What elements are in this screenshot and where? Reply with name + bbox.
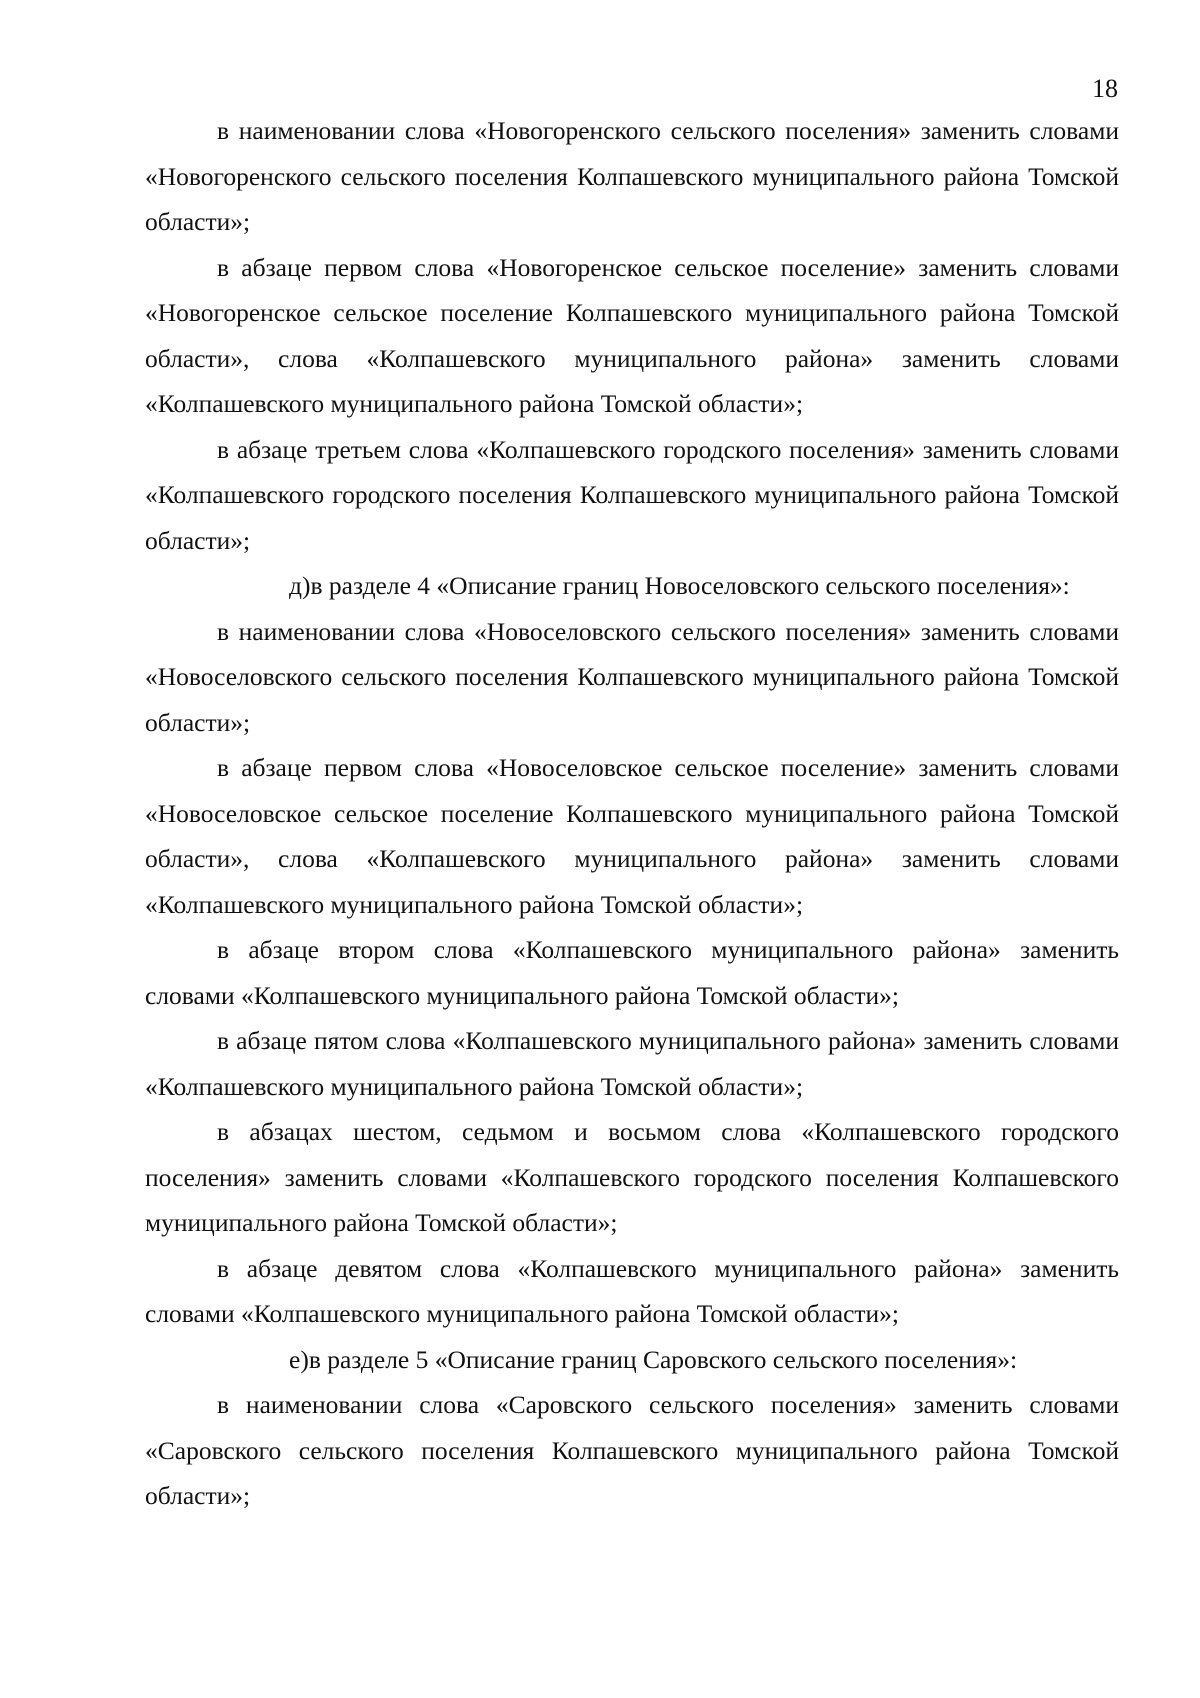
paragraph: в наименовании слова «Саровского сельского поселения» заменить словами «Саровского сельского поселения Колпашевского муниципального района Томской области»; — [145, 1390, 1119, 1510]
list-item-paragraph — [145, 1337, 1119, 1383]
paragraph: в абзаце первом слова «Новогоренское сельское поселение» заменить словами «Новогоренское сельское поселение Колпашевского муниципального района Томской области», слова «Колпашевского муниципального района» заменить словами «Колпашевского муниципального района Томской области»; — [145, 252, 1119, 418]
paragraph: в абзаце девятом слова «Колпашевского муниципального района» заменить словами «Колпашевского муниципального района Томской области»; — [145, 1253, 1119, 1328]
list-item-paragraph — [145, 563, 1119, 609]
list-item-marker: е) — [289, 1344, 309, 1374]
paragraph: в абзаце пятом слова «Колпашевского муниципального района» заменить словами «Колпашевского муниципального района Томской области»; — [145, 1026, 1119, 1101]
list-item-text: в разделе 5 «Описание границ Саровского сельского поселения»: — [308, 1344, 1018, 1374]
list-item-marker: д) — [289, 571, 311, 600]
paragraph: в абзаце первом слова «Новоселовское сельское поселение» заменить словами «Новоселовское сельское поселение Колпашевского муниципального района Томской области», слова «Колпашевского муниципального района» заменить словами «Колпашевского муниципального района Томской области»; — [145, 753, 1119, 919]
page-number: 18 — [1092, 74, 1118, 103]
paragraph: в наименовании слова «Новоселовского сельского поселения» заменить словами «Новоселовского сельского поселения Колпашевского муниципального района Томской области»; — [145, 616, 1119, 737]
paragraph: в наименовании слова «Новогоренского сельского поселения» заменить словами «Новогоренского сельского поселения Колпашевского муниципального района Томской области»; — [145, 116, 1119, 236]
paragraph: в абзацах шестом, седьмом и восьмом слова «Колпашевского городского поселения» заменить словами «Колпашевского городского поселения Колпашевского муниципального района Томской области»; — [145, 1117, 1119, 1237]
document-body — [145, 108, 1119, 1519]
list-item-text: в разделе 4 «Описание границ Новоселовского сельского поселения»: — [310, 571, 1070, 600]
paragraph: в абзаце третьем слова «Колпашевского городского поселения» заменить словами «Колпашевского городского поселения Колпашевского муниципального района Томской области»; — [145, 434, 1119, 555]
paragraph: в абзаце втором слова «Колпашевского муниципального района» заменить словами «Колпашевского муниципального района Томской области»; — [145, 935, 1119, 1010]
